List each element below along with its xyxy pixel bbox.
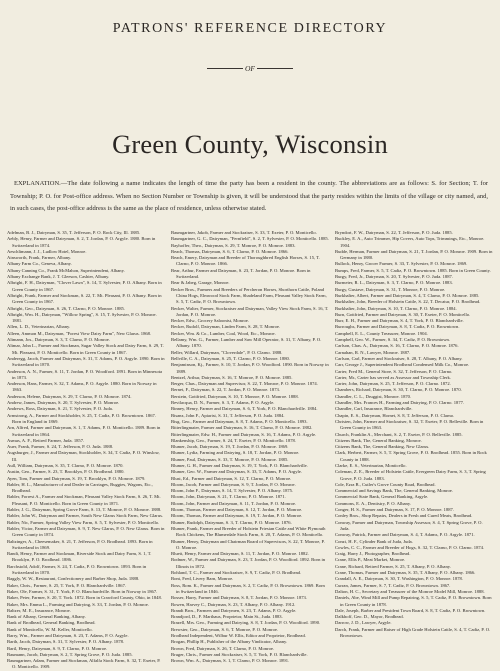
directory-entry: Babler, Forrest A., Farmer and Stockman, Pleasant Valley Stock Farm, S. 26, T. Mt. Pleasant, P. O. Monticello. Born in Green County in 1871.	[7, 494, 161, 506]
directory-entry: Bumps, Fred, Farmer, S. 5, T. Cadiz, P. O. Browntown. 1885. Born in Green County.	[335, 267, 491, 273]
directory-entry: Baumann, Jacob, Dairyman, S. 2, T. Spring Grove, P. O. Juda. 1885.	[7, 651, 133, 657]
directory-entry: Coleman, Z. E., Breeder of Holstein Cattle, Evergreen Dairy Farm, S. 3, T. Spring Grove, P. O. Juda. 1883.	[335, 469, 486, 481]
directory-entry: Blumer, Lydia, Farming and Dairying, S. 18, T. Jordan, P. O. Monroe.	[171, 450, 300, 456]
page-title: PATRONS' REFERENCE DIRECTORY	[112, 21, 388, 36]
directory-entry: Brewster, Geo., Dairyman, S. 6, T. Monroe, P. O. Monroe.	[171, 626, 279, 632]
directory-entry: Dalkhoff, Geo. D., Mayor, Brodhead.	[335, 614, 404, 620]
directory-entry: Bloom, John, Farmer and Dairyman, S. 11, T. Jordan, P. O. Monroe.	[171, 500, 297, 506]
directory-entry: Anderegg, Jacob, Farmer and Dairyman, S. 31, T. Adams, P. O. Argyle. 1890. Born in Switzerland in 1870.	[7, 355, 165, 368]
directory-entry: Babler, Victor, Farmer and Dairyman, S. 9, T. New Glarus, P. O. New Glarus. Born in Green County in 1874.	[7, 525, 165, 538]
directory-entry: Bont, Fred, Livery Barn, Monroe.	[171, 576, 234, 582]
directory-entry: Brown, Fred, Dairyman, S. 26, T. Clarno, P. O. Monroe.	[171, 645, 275, 651]
directory-entry: Commercial and Savings Bank, The, General Banking, Monroe.	[335, 488, 453, 494]
directory-entry: Chandler, Mrs. Frances H., Farming and Dairying, P. O. Clarno. 1877.	[335, 400, 465, 406]
directory-entry: Brown, Wm. A., Dairyman, S. 1, T. Clarno, P. O. Monroe. 1891.	[171, 658, 290, 664]
directory-entry: Blumer, Rudolph, Dairyman, S. 3, T. Clarno, P. O. Monroe. 1876.	[171, 519, 292, 525]
directory-entry: Bitterlingmaier, Farmer and Dairyman, S. 16, T. Clarno, P. O. Monroe. 1882.	[171, 425, 313, 431]
directory-entry: Curran, James, Farmer, S. 7, T. Cadiz, P. O. Browntown. 1867.	[335, 582, 451, 588]
directory-entry: Carter, Fred M., General Store, S. 32, T. Jefferson, P. O. Clarno.	[335, 368, 453, 374]
directory-entry: Baker, Chris., Farmer, S. 25, T. York, P. O. Blanchardville. 1867.	[7, 582, 127, 588]
directory-entry: Albany Exchange Bank, J. T. Gleeson, Cashier, Albany.	[7, 274, 110, 280]
directory-entry: Beller, Willard, Dairyman, "Cloverdale", P. O. Clarno. 1888.	[171, 349, 283, 355]
directory-entry: Baumgartner, Adam, Farmer and Stockman, Alfalfa Stock Farm, S. 32, T. Exeter, P. O. Monticello. 1909.	[7, 658, 161, 670]
directory-entry: Anderson, Helene, Dairyman, S. 29, T. Clarno, P. O. Monroe. 1874.	[7, 393, 132, 399]
directory-entry: Bernet, F., Dairyman, S. 22, T. Jordan, P. O. Monroe. 1873.	[171, 387, 280, 393]
directory-entry: Cole, Ezra B., Cutler's Grove County Road, Brodhead.	[335, 481, 436, 487]
directory-column	[335, 230, 493, 638]
directory-entry: Cowles, C. C., Farmer and Breeder of Hogs, S. 32, T. Clarno, P. O. Clarno. 1874.	[335, 544, 485, 550]
directory-entry: Binney, Henry, Farmer and Dairyman, S. 6, T. York, P. O. Blanchardville. 1884.	[171, 406, 318, 412]
directory-entry: Crane, Ellis P., Meat Market, Monroe.	[335, 557, 406, 563]
directory-entry: Auer, Frank, Farmer, S. 24, T. Jefferson, P. O. Juda. 1888.	[7, 444, 114, 450]
directory-entry: Burroughs, Farmer and Dairyman, S. 8, T. Cadiz, P. O. Browntown.	[335, 324, 460, 330]
directory-entry: Berger, Chas., Dairyman and Supervisor, S. 22, T. Monroe, P. O. Monroe. 1874.	[171, 381, 318, 387]
directory-entry: Altmar, John L., Farmer and Stockman, Sugar Valley Stock and Dairy Farm, S. 29, T. Mt. Pleasant, P. O. Monticello. Born in Green County in 1867.	[7, 343, 165, 355]
directory-entry: Church, Franklin A., Merchant, S. 2, T. Exeter, P. O. Belleville. 1885.	[335, 431, 463, 437]
directory-entry: Bear, Arthur, Farmer and Dairyman, S. 23, T. Jordan, P. O. Monroe. Born in Switzerland.	[171, 267, 311, 280]
directory-entry: Blankenship, Geo., Farmer, S. 24, T. Exeter, P. O. Monticello. 1878.	[171, 437, 297, 443]
directory-entry: Blumer, Paul, Dairyman, S. 33, T. Monroe, P. O. Monroe. 1885.	[171, 456, 289, 462]
divider-line-left	[207, 68, 243, 69]
directory-entry: Blumer, Geo. W., Farmer and Dairyman, S. 33, T. Adams, P. O. Argyle.	[171, 469, 302, 475]
divider-line-right	[257, 68, 293, 69]
directory-entry: Darch, Frank, Farmer and Raiser of High Grade Holstein Cattle, S. 4, T. Cadiz, P. O. Browntown.	[335, 626, 491, 638]
directory-entry: Carnahan, R. N., Lawyer, Monroe. 1887.	[335, 349, 411, 355]
directory-entry: Bellamy, Wm. G., Farmer, Lumber and Saw Mill Operator, S. 31, T. Albany, P. O. Albany. 1870.	[171, 337, 322, 349]
directory-entry: Baumgartner, G. C., Dairyman, "Fernfield", S. 2, T. Sylvester, P. O. Monticello. 1885.	[171, 236, 329, 242]
directory-entry: Carlson, Chas. A., Dairyman, S. 16, T. Clarno, P. O. Monroe. 1876.	[335, 343, 459, 349]
directory-entry: Brazell, Mrs. Geo., Farming and Dairying, S. 8, T. Jordan, P. O. Woodford. 1890.	[171, 620, 321, 626]
of-divider	[0, 63, 500, 73]
directory-entry: Bartl, Henry, Dairyman, S. 9, T. Clarno, P. O. Monroe.	[7, 645, 108, 651]
directory-entry: Becker Bros., Farmers and Breeders of Percheron Horses, Shorthorn Cattle, Poland China Hogs, Elmwood Stock Farm, Shadeland Farm, Pleasant Valley Stock Farm, S. 5, T. Cadiz, P. O. Browntown.	[171, 286, 327, 305]
directory-entry: Bohland, T. C., Farmer and Stockraiser, S. 9, T. Cadiz, P. O. Brodhead.	[171, 570, 302, 576]
directory-entry: Chandler, C. L., Druggist, Monroe. 1870.	[335, 393, 412, 399]
directory-entry: Crandall, A. E., Dairyman, S. 30, T. Washington, P. O. Monroe. 1878.	[335, 576, 463, 582]
directory-entry: Clarke, E. S., Veterinarian, Monticello.	[335, 462, 407, 468]
directory-column	[7, 230, 165, 670]
directory-entry: Bloom, John F., Dairyman, S. 14, T. Sylvester, P. O. Albany. 1875.	[171, 488, 294, 494]
directory-entry: Burgy, Gustave, Dairyman, S. 31, T. Monroe, P. O. Monroe.	[335, 286, 446, 292]
directory-entry: Burn, Gottfried, Farmer and Dairyman, S. 30, T. Exeter, P. O. Monticello.	[335, 311, 471, 317]
directory-entry: Burgy, Fred, Jr., Dairyman, S. 20, T. Sylvester, P. O. Juda. 1887.	[335, 274, 453, 280]
directory-entry: Daniels, Abe, Wind Mill and Pump Repairing, S. 5, T. Cadiz, P. O. Browntown. Born in Green County in 1878.	[335, 595, 492, 607]
directory-entry: Brandjord, D., F. Marthaus, Proprietor, Main St., Juda. 1883.	[171, 614, 283, 620]
directory-entry: Andrews, Ross, Dairyman, S. 21, T. Sylvester, P. O. Juda.	[7, 406, 113, 412]
directory-entry: Dalton, H. C., Secretary and Treasurer of the Monroe Model Mill, Monroe. 1888.	[335, 588, 485, 594]
directory-entry: Bodmer, W., Farmer and Dairyman, S. 23, T. Jordan, P. O. Woodford. 1892. Born in Illinois in 1872.	[171, 557, 326, 569]
directory-entry: Albright, Frank, Farmer and Stockman, S. 22, T. Mt. Pleasant, P. O. Albany. Born in Green County in 1867.	[7, 292, 162, 305]
directory-entry: Baker, Ole, Farmer, S. 31, T. York, P. O. Blanchardville. Born in Norway in 1867.	[7, 588, 158, 594]
directory-entry: Anderson, Hans, Farmer, S. 32, T. Adams, P. O. Argyle. 1880. Born in Norway in 1863.	[7, 381, 157, 393]
county-heading: Green County, Wisconsin	[112, 129, 388, 159]
directory-entry: Becker, Rudolf, Dairyman, Linden Farm, S. 28, T. Monroe.	[171, 324, 281, 330]
directory-entry: Armstrong, A., Farmer and Stockholder, S. 25, T. Cadiz, P. O. Browntown. 1867. Born in England in 1869.	[7, 412, 156, 424]
directory-entry: Clark, Herbert, Farmer, S. 5, T. Spring Grove, P. O. Brodhead. 1855. Born in Rock County in 1888.	[335, 450, 487, 462]
directory-entry: Baltzinger, A., Cheesemaker, S. 21, T. Jefferson, P. O. Brodhead. 1893. Born in Switzerland in 1869.	[7, 538, 153, 550]
directory-entry: Andrew, James, Dairyman, S. 20, T. Sylvester, P. O. Monroe.	[7, 400, 120, 406]
directory-entry: Conway, Farmer and Dairyman, Township Assessor, S. 4, T. Spring Grove, P. O. Juda.	[335, 519, 483, 531]
directory-entry: Berstein, Gottfried, Dairyman, S. 10, T. Monroe, P. O. Monroe. 1888.	[171, 393, 299, 399]
directory-entry: Asmus, A. F., Retired Farmer, Juda. 1857.	[7, 437, 85, 443]
directory-entry: Darrow, J. D., Lawyer, Argyle.	[335, 620, 392, 626]
directory-entry: Baggly, W. W., Restaurant, Confectionery and Barber Shop, Juda. 1888.	[7, 576, 140, 582]
directory-entry: Chandler, Carl, Insurance, Blanchardville.	[335, 406, 413, 412]
directory-entry: Bellville, C. A., Dairyman, S. 25, T. Clarno, P. O. Monroe. 1880.	[171, 355, 291, 361]
directory-entry: Conzi, H. F., Cylinder Bank of Juda, Juda.	[335, 538, 413, 544]
directory-entry: Burr, E. H., Farmer and Dairyman, S. 4, T. York, P. O. Blanchardville.	[335, 318, 464, 324]
directory-entry: Alleen, Ammon M., Dairyman, "Forest View Dairy Farm", New Glarus. 1868.	[7, 330, 152, 336]
directory-entry: Bayhoffer, Theo., Dairyman, S. 29, T. Monroe, P. O. Monroe. 1883.	[171, 242, 296, 248]
directory-entry: Baumgartner, Jakob, Farmer and Stockraiser, S. 33, T. Exeter, P. O. Monticello.	[171, 230, 317, 235]
directory-entry: Bank of Albany, General Banking, Albany.	[7, 614, 86, 620]
explanation-paragraph: EXPLANATION.—The date following a name indicates the length of time the party has been a resident in the county. The abbreviations are as follows: S. for Section; T. for Township; P. O. for Post-office address. When no Section Number or Township is given, it will be understood that the party resides within the limits of the village or city named, and, in such cases, the post-office address is the same as the place of residence, unless otherwise stated.	[10, 180, 488, 212]
directory-entry: Bear & Jabeg, Garage, Monroe.	[171, 280, 230, 286]
directory-columns	[7, 230, 493, 670]
directory-entry: Becker, Edw., Grocery Saloonist, Monroe.	[171, 318, 249, 324]
directory-entry: Commercial State Bank, General Banking, Argyle.	[335, 494, 429, 500]
directory-entry: Conway, Patrick, Farmer and Dairyman, S. 4, T. Adams, P. O. Argyle. 1871.	[335, 532, 475, 538]
directory-entry: Bruger, Chris., Farmer and Stockraiser, S. 5, T. York, P. O. Blanchardville.	[171, 651, 308, 657]
directory-entry: Austin, Geo., Farmer, S. 23, T. Brooklyn, P. O. Brodhead. 1880.	[7, 469, 125, 475]
directory-entry: Chambers, Richard, Dairyman, S. 30, T. Clarno, P. O. Monroe. 1870.	[335, 387, 462, 393]
directory-entry: Brogan, Phillip H., Publisher of the Albany Vindicator, Albany.	[171, 639, 288, 645]
directory-entry: Commons, E. A., Dentistry, P. O. Albany.	[335, 500, 411, 506]
directory-entry: Blust, Ed., Farmer and Dairyman, S. 12, T. Clarno, P. O. Monroe.	[171, 475, 292, 481]
directory-entry: Bloom, Thomas, Farmer and Dairyman, S. 19, T. Jordan, P. O. Monroe.	[171, 513, 303, 519]
directory-entry: Bandi, Henry, Farmer and Stockman, Riverside Stock and Dairy Farm, S. 1, T. Brooklyn, P. O. Brodhead. 1886.	[7, 551, 152, 563]
directory-entry: Albright, F. H., Dairyman, "Clover Lawn", S. 14, T. Sylvester, P. O. Albany. Born in Green County in 1867.	[7, 280, 162, 292]
directory-entry: Blumer, Frank, Farmer and Breeder of Holstein Friesian Cattle and White Plymouth Rock Chickens, The Blumerdale Stock Farm, S. 20, T. Adams, P. O. Monticello.	[171, 525, 326, 538]
directory-entry: Aeschlimann, J. J., Ludlow Hotel, Monroe.	[7, 248, 87, 254]
directory-entry: Augsburger, J., Farmer and Dairyman, Stockholder, S. 34, T. Cadiz, P. O. Winslow, Ill.	[7, 450, 160, 462]
directory-entry: Becker, Wm. & Co., Lumber, Coal, Wood, Etc., Monroe.	[171, 330, 276, 336]
directory-entry: Anderson, A. N., Farmer, S. 11, T. Jordan, P. O. Woodford. 1891. Born in Minnesota in 1873.	[7, 368, 163, 380]
directory-entry: Blumer, Henry, Dairyman and Chairman Board of Supervisors, S. 22, T. Monroe, P. O. Monroe.	[171, 538, 325, 550]
directory-entry: Bentzel, Arthur, Dairyman, S. 16, T. Monroe, P. O. Monroe. 1885.	[171, 374, 293, 380]
directory-entry: Crane, Thomas, Farmer and Dairyman, S. 35, T. Albany, P. O. Albany. 1866.	[335, 570, 476, 576]
directory-entry: Allen, L. D., Veterinarian, Albany.	[7, 324, 71, 330]
directory-entry: Boss, Rom. K., Farmer and Dairyman, S. 2, T. Cadiz, P. O. Browntown. 1869. Born in Switzerland in 1846.	[171, 582, 325, 594]
directory-entry: Bloom, Thomas, Farmer and Dairyman, S. 12, T. Jordan, P. O. Monroe.	[171, 507, 303, 513]
directory-entry: Babler, J. G., Dairyman, Spring Grove Farm, S. 13, T. Monroe, P. O. Monroe. 1888.	[7, 507, 162, 513]
directory-entry: Bowen, Harvey C., Dairyman, S. 23, T. Albany, P. O. Albany. 1912.	[171, 601, 296, 607]
directory-entry: Conley Bros., Shop Repairs, Dealers in Fresh and Cured Meats, Brodhead.	[335, 513, 473, 519]
directory-entry: Budde, Herman, Farmer and Dairyman, S. 21, T. Jordan, P. O. Monroe. 1909. Born in Germany in 1880.	[335, 248, 493, 261]
directory-entry: Dale, Joseph, Barber and President Town Board, S. 8, T. Cadiz, P. O. Browntown.	[335, 607, 486, 613]
directory-entry: Becker, Walter, Farmer, Stockraiser and Dairyman, Valley View Stock Farm, S. 16, T. Jordan, P. O. Monroe.	[171, 305, 329, 317]
directory-entry: Bloom, John, Dairyman, S. 21, T. Clarno, P. O. Monroe. 1871.	[171, 494, 286, 500]
directory-entry: Altmann, Jos., Dairyman, S. 3, T. Clarno, P. O. Monroe.	[7, 337, 110, 343]
directory-entry: Carter, John, Dairyman, S. 25, T. Jefferson, P. O. Clarno. 1872.	[335, 381, 451, 387]
directory-entry: Arn, Alfred, Farmer and Dairyman, S. 1, T. Adams, P. O. Monticello. 1889. Born in Switzerland in 1864.	[7, 425, 161, 437]
directory-entry: Barry, Wm., Farmer and Dairyman, S. 23, T. Adams, P. O. Argyle.	[7, 633, 129, 638]
directory-entry: Beach, Thomas, Dairyman, S. 6, T. Clarno, P. O. Monroe. 1866.	[171, 248, 289, 254]
directory-entry: Burkhalter, Albert, Farmer and Dairyman, S. 4, T. Clarno, P. O. Monroe. 1885.	[335, 292, 480, 298]
directory-entry: Bloom, Jacob, Farmer and Dairyman, S. 9, T. Jordan, P. O. Monroe.	[171, 481, 296, 487]
directory-entry: Bank of Monticello, W. M. Keller, Monticello.	[7, 626, 93, 632]
directory-entry: Babler, Nic, Farmer, Spring Valley View Farm, S. 5, T. Sylvester, P. O. Monticello.	[7, 519, 160, 525]
directory-entry: Bryndort, F. W., Dairyman, S. 22, T. Jefferson, P. O. Juda. 1885.	[335, 230, 453, 235]
directory-entry: Christen, John, Farmer and Stockraiser, S. 32, T. Exeter, P. O. Belleville. Born in Green County in 1863.	[335, 418, 484, 431]
directory-entry: Albany Farm Co., Geneva, Albany.	[7, 261, 72, 267]
directory-entry: Campbell, E. L., County Treasurer, Monroe. 1904.	[335, 330, 428, 336]
directory-entry: Bevilacqua, D. N., Farmer, S. 3, T. Adams, P. O. Argyle.	[171, 400, 275, 406]
directory-entry: Adelman, B. J., Dairyman, S. 35, T. Jefferson, P. O. Rock City, Ill. 1885.	[7, 230, 141, 235]
directory-entry: Baker, Mrs. Emma L., Farming and Dairying, S. 33, T. Jordan, P. O. Monroe.	[7, 601, 149, 607]
directory-entry: Baker, Peter, Farmer, S. 20, T. York. 1872. Born in Crawford County, Ohio, in 1848.	[7, 595, 162, 601]
directory-entry: Ayen, Tom, Farmer and Dairyman, S. 19, T. Brooklyn, P. O. Monroe. 1879.	[7, 475, 146, 481]
directory-entry: Citizens Bank, The, General Banking, New Glarus.	[335, 444, 430, 450]
directory-entry: Campbell, Geo. W., Farmer, S. 34, T. Cadiz, P. O. Browntown.	[335, 337, 450, 343]
directory-entry: Benjaminson, Kj., Farmer, S. 10, T. Jordan, P. O. Woodford. 1890. Born in Norway in 1889.	[171, 362, 329, 374]
directory-entry: Burmeier, R. L., Dairyman, S. 3, T. Clarno, P. O. Monroe. 1883.	[335, 280, 453, 286]
directory-entry: Burkhalter, John, Breeder of Holstein Cattle, S. 22, T. Decatur, P. O. Brodhead.	[335, 299, 481, 305]
directory-entry: Barth, Jacob, Dairyman, S. 31, T. Sylvester, P. O. Albany. 1878.	[7, 639, 125, 645]
directory-entry: Aebly, Henry, Farmer and Dairyman, S. 2, T. Jordan, P. O. Argyle. 1880. Born in Switzerland in 1874.	[7, 236, 156, 248]
directory-entry: Albright, Wm. H., Dairyman, "Willow Spring", S. 15, T. Sylvester, P. O. Monroe. 1881.	[7, 311, 157, 324]
directory-entry: Bluett, Henry, Farmer and Dairyman, S. 11, T. Jordan, P. O. Monroe. 1882.	[171, 551, 309, 557]
directory-entry: Blumer, G. H., Farmer and Dairyman, S. 19, T. York, P. O. Blanchardville.	[171, 462, 308, 468]
directory-entry: Bullock, Henry, Grocer Farmer, S. 33, T. Sylvester, P. O. Monroe. 1869.	[335, 261, 468, 267]
directory-entry: Carr, George J., Superintendent Brodhead Condensed Milk Co., Monroe.	[335, 362, 470, 368]
of-label: OF	[245, 63, 255, 73]
directory-entry: Bitterlingmaier, Edw. H., Farmer and Dairyman, S. 16, T. Adams, P. O. Argyle.	[171, 431, 317, 437]
directory-entry: Beach, Emery, Dairyman and Breeder of Thoroughbred English Horses, S. 15, T. Clarno, P. O. Monroe. 1866.	[171, 255, 320, 267]
directory-entry: Babler, H. L., Manufacturer of and Dealer in Carriages, Buggies, Wagons, Etc., Brodhead.	[7, 481, 153, 494]
directory-column	[171, 230, 329, 664]
directory-entry: Buckley, E. A., Auto Trimmer, Hip Covers, Auto Tops, Trimmings, Etc., Monroe. 1904.	[335, 236, 485, 248]
directory-entry: Aull, William, Dairyman, S. 35, T. Clarno, P. O. Monroe. 1870.	[7, 462, 124, 468]
directory-entry: Craig, Harry J., Photographer, Brodhead.	[335, 551, 411, 557]
directory-entry: Albany Canning Co., Frank McMahon, Superintendent, Albany.	[7, 267, 125, 273]
directory-entry: Citizens Bank, The, General Banking, Monroe.	[335, 437, 422, 443]
directory-entry: Ainsworth, Frank, Farmer, Albany.	[7, 255, 72, 261]
directory-entry: Conger, H. S., Farmer and Dairyman, S. 17, P. O. Monroe. 1887.	[335, 507, 454, 513]
directory-entry: Bosser, Harry, Farmer and Dairyman, S. 8, T. Jordan, P. O. Monroe. 1873.	[171, 595, 307, 601]
directory-entry: Bisanz, John F., Apiarist, S. 31, T. Jefferson, P. O. Juda. 1884.	[171, 412, 285, 418]
directory-entry: Carter, Mr., Carter has served as Assessor and Township Clerk.	[335, 374, 451, 380]
directory-entry: Burkhalter, John, Dairyman, S. 10, T. Clarno, P. O. Monroe. 1884.	[335, 305, 457, 311]
directory-entry: Brodhead Independent, Wilbur W. Ellis, Editor and Proprietor, Brodhead.	[171, 633, 306, 638]
directory-entry: Barchstold, Adolf, Farmer, S. 24, T. Cadiz, P. O. Browntown. 1893. Born in Switzerland in 1870.	[7, 563, 147, 576]
directory-entry: Bisg, Geo., Farmer and Dairyman, S. 8, T. Adams, P. O. Monticello. 1893.	[171, 418, 308, 424]
directory-entry: Babler, John W., Dairyman and Farmer, South New Glarus Stock Farm, New Glarus.	[7, 513, 164, 519]
directory-entry: Crane, Richard, Retired Farmer, S. 25, T. Albany, P. O. Albany.	[335, 563, 451, 569]
directory-entry: Baltzer, M. E., Insurance, Monroe.	[7, 607, 71, 613]
directory-entry: Albright, Geo., Dairyman, S. 26, T. Clarno, P. O. Monroe. 1885.	[7, 305, 125, 311]
directory-entry: Brandt Bros., Farmers and Dairymen, S. 23, T. Adams, P. O. Argyle.	[171, 607, 297, 613]
directory-entry: Bank of Brodhead, General Banking, Brodhead.	[7, 620, 96, 626]
directory-entry: Carlson, Carl, Farmer and Stockraiser, S. 28, T. Albany, P. O. Albany.	[335, 355, 463, 361]
directory-entry: Blumer, Jacob, Dairyman, S. 19, T. Jordan, P. O. Monroe. 1869.	[171, 444, 289, 450]
directory-entry: Chapin, E. S., Dairyman, Hornet, S. 8, T. Jefferson, P. O. Clarno.	[335, 412, 455, 418]
